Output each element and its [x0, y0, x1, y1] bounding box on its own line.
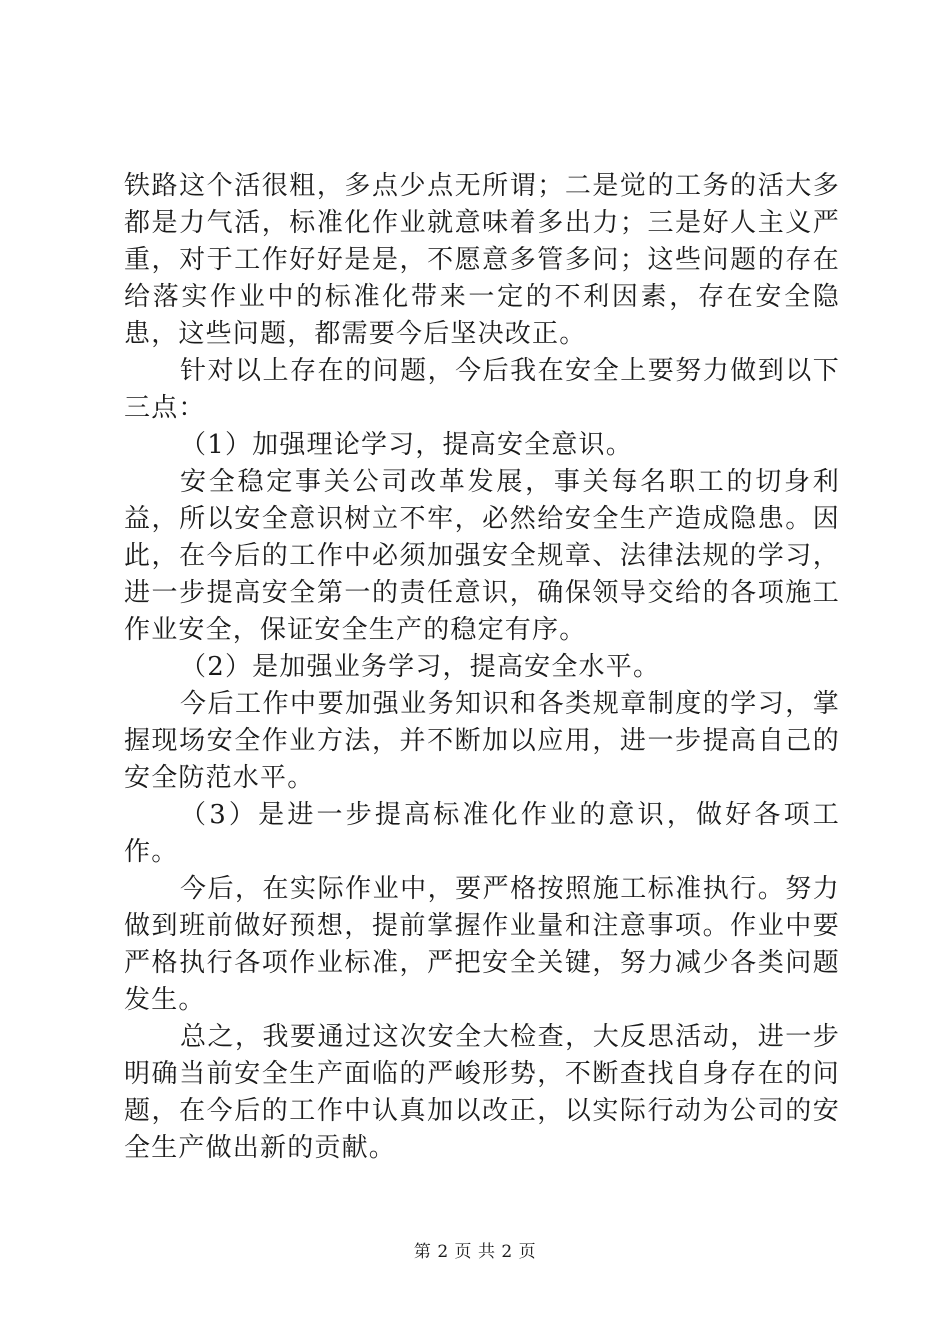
point-3-heading: （3）是进一步提高标准化作业的意识，做好各项工作。	[124, 800, 840, 867]
document-body	[124, 168, 840, 1167]
point-2-body: 今后工作中要加强业务知识和各类规章制度的学习，掌握现场安全作业方法，并不断加以应用，进一步提高自己的安全防范水平。	[124, 689, 840, 793]
point-3-body: 今后，在实际作业中，要严格按照施工标准执行。努力做到班前做好预想，提前掌握作业量和注意事项。作业中要严格执行各项作业标准，严把安全关键，努力减少各类问题发生。	[124, 874, 840, 1015]
paragraph-conclusion: 总之，我要通过这次安全大检查，大反思活动，进一步明确当前安全生产面临的严峻形势，不断查找自身存在的问题，在今后的工作中认真加以改正，以实际行动为公司的安全生产做出新的贡献。	[124, 1022, 840, 1163]
point-1-body: 安全稳定事关公司改革发展，事关每名职工的切身利益，所以安全意识树立不牢，必然给安全生产造成隐患。因此，在今后的工作中必须加强安全规章、法律法规的学习，进一步提高安全第一的责任意识，确保领导交给的各项施工作业安全，保证安全生产的稳定有序。	[124, 467, 840, 645]
page-number-footer: 第 2 页 共 2 页	[413, 1242, 537, 1262]
paragraph-continuation: 铁路这个活很粗，多点少点无所谓；二是觉的工务的活大多都是力气活，标准化作业就意味着多出力；三是好人主义严重，对于工作好好是是，不愿意多管多问；这些问题的存在给落实作业中的标准化带来一定的不利因素，存在安全隐患，这些问题，都需要今后坚决改正。	[124, 171, 840, 349]
paragraph-intro-points: 针对以上存在的问题，今后我在安全上要努力做到以下三点：	[124, 356, 840, 423]
point-2-heading: （2）是加强业务学习，提高安全水平。	[180, 652, 661, 682]
point-1-heading: （1）加强理论学习，提高安全意识。	[180, 430, 633, 460]
